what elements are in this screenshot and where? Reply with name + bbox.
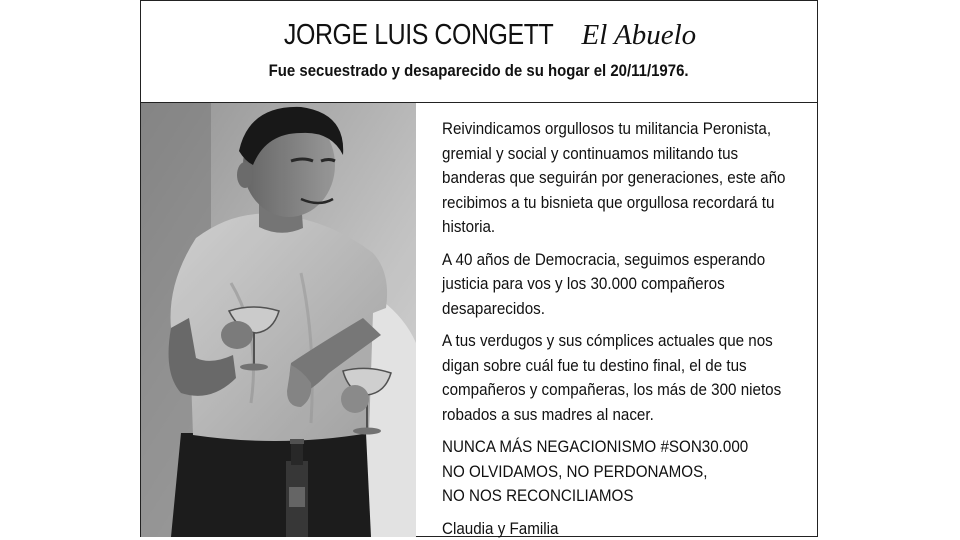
- slogan-paragraph: NUNCA MÁS NEGACIONISMO #SON30.000 NO OLVIDAMOS, NO PERDONAMOS, NO NOS RECONCILIAMOS: [442, 438, 749, 505]
- portrait-photo: [141, 103, 416, 537]
- disappearance-statement-text: Fue secuestrado y desaparecido de su hogar el 20/11/1976.: [269, 61, 689, 80]
- tribute-paragraph: Reivindicamos orgullosos tu militancia Peronista, gremial y social y continuamos militando tus banderas que seguirán por generaciones, este año recibimos a tu bisnieta que orgullosa recordará tu historia.: [442, 120, 786, 236]
- signature: Claudia y Familia: [442, 519, 559, 538]
- portrait-photo-image: [141, 103, 416, 537]
- justice-paragraph: A 40 años de Democracia, seguimos esperando justicia para vos y los 30.000 compañeros desaparecidos.: [442, 250, 766, 318]
- notice-header: [141, 1, 817, 103]
- disappearance-statement: [141, 61, 817, 81]
- honoree-nickname: El Abuelo: [581, 19, 697, 51]
- demand-paragraph: A tus verdugos y sus cómplices actuales que nos digan sobre cuál fue tu destino final, el de tus compañeros y compañeras, los más de 300 nietos robados a sus madres al nacer.: [442, 332, 782, 424]
- memorial-body: [442, 117, 802, 540]
- memorial-notice: [140, 0, 818, 537]
- honoree-name: JORGE LUIS CONGETT: [283, 19, 554, 51]
- title-line: [141, 19, 817, 52]
